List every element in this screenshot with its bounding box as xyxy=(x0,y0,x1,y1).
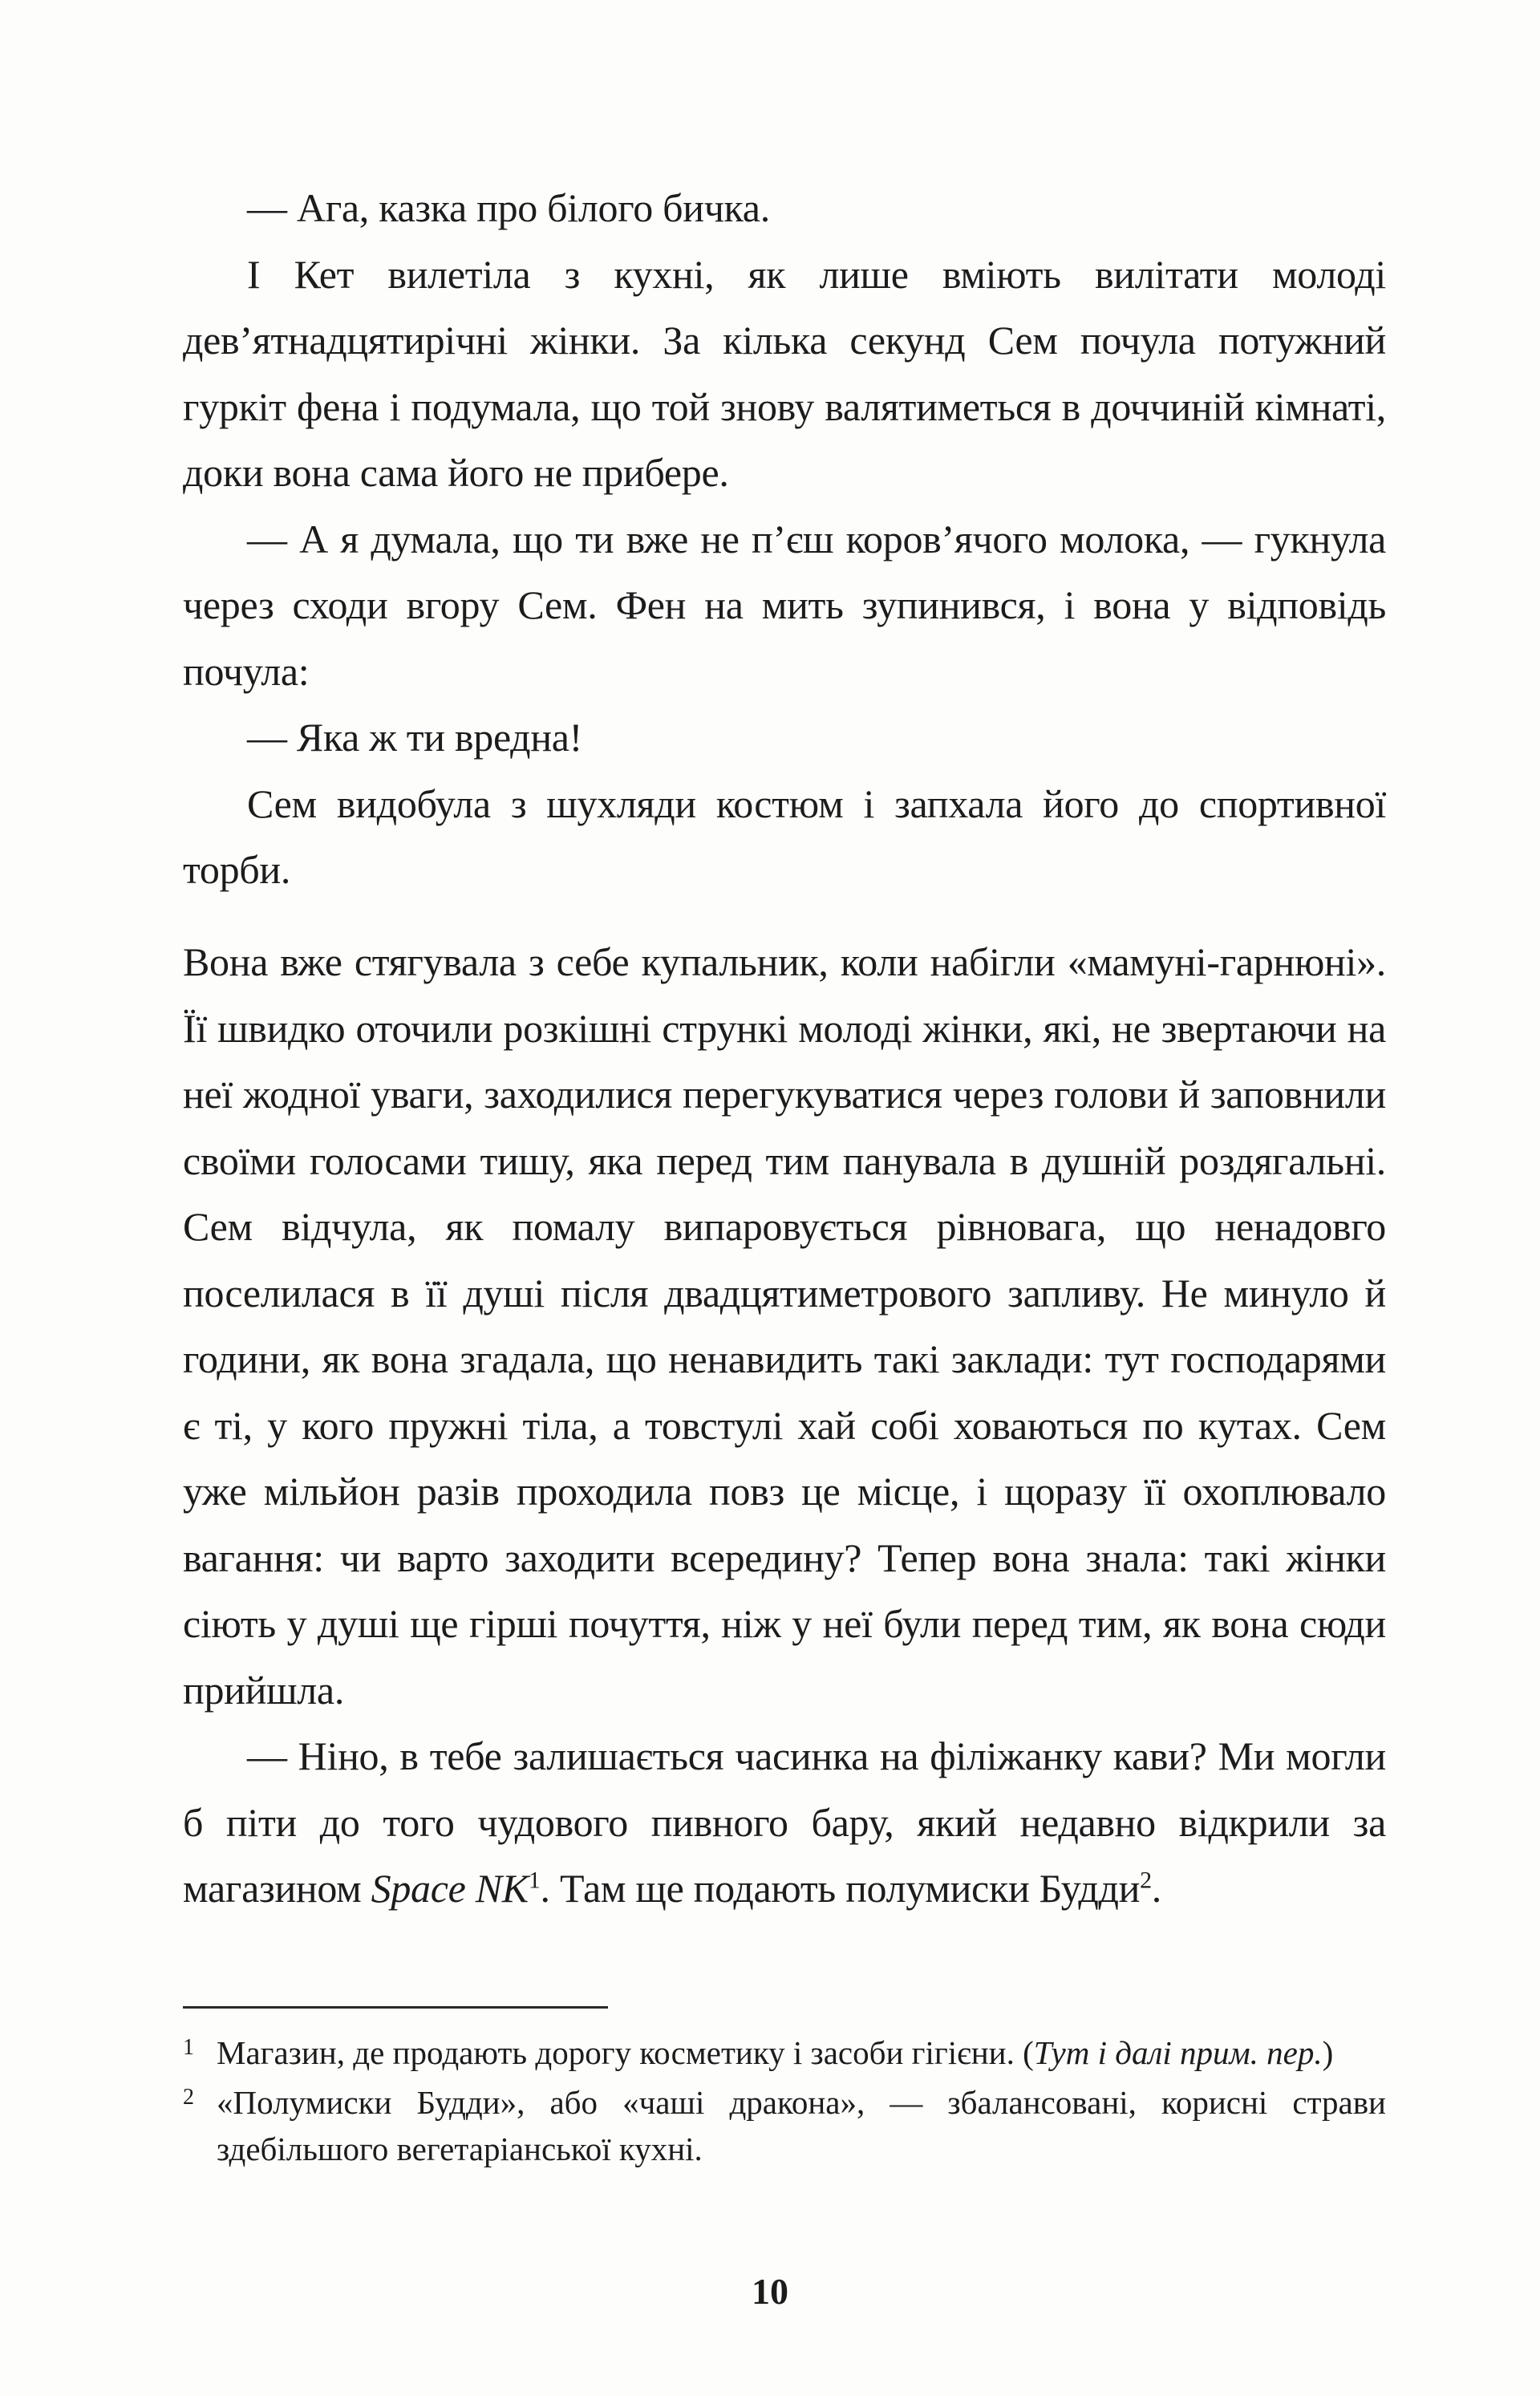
section-opening-paragraph: Вона вже стягувала з себе купальник, коли набігли «мамуні-гарнюні». Її швидко оточили розкішні стрункі молоді жінки, які, не звертаючи на неї жодної уваги, заходилися перегукуватися через голови й заповнили своїми голосами тишу, яка перед тим панувала в душній роздягальні. Сем відчула, як помалу випаровується рівновага, що ненадовго поселилася в її душі після двадцятиметрового запливу. Не минуло й години, як вона згадала, що ненавидить такі заклади: тут господарями є ті, у кого пружні тіла, а товстулі хай собі ховаються по кутах. Сем уже мільйон разів проходила повз це місце, і щоразу її охоплювало вагання: чи варто заходити всередину? Тепер вона знала: такі жінки сіють у душі ще гірші почуття, ніж у неї були перед тим, як вона сюди прийшла. xyxy=(183,939,1386,1713)
top-text-block xyxy=(183,175,1386,903)
dialog-text: . xyxy=(1151,1866,1161,1911)
footnote-text: Магазин, де продають дорогу косметику і засоби гігієни. ( xyxy=(217,2034,1034,2071)
footnote-mark: 1 xyxy=(183,2035,194,2060)
footnote xyxy=(183,2079,1386,2172)
paragraph: Сем видобула з шухляди костюм і запхала його до спортивної торби. xyxy=(183,780,1386,892)
footnote-ref: 2 xyxy=(1140,1867,1152,1894)
dialog-line: — А я думала, що ти вже не п’єш коров’ячого молока, — гукнула через сходи вгору Сем. Фен на мить зупинився, і вона у відповідь почула: xyxy=(183,516,1386,694)
dialog-line: — Яка ж ти вредна! xyxy=(247,715,583,760)
paragraph: І Кет вилетіла з кухні, як лише вміють вилітати молоді дев’ятнадцятирічні жінки. За кілька секунд Сем почула потужний гуркіт фена і подумала, що той знову валятиметься в доччиній кімнаті, доки вона сама його не прибере. xyxy=(183,251,1386,495)
footnote-mark: 2 xyxy=(183,2085,194,2110)
dialog-line xyxy=(183,1723,1386,1922)
dialog-text: . Там ще подають полумиски Будди xyxy=(540,1866,1141,1911)
dialog-text: — Ніно, в тебе залишається часинка на філіжанку кави? Ми могли б піти до того чудового пивного бару, який недавно відкрили за магазином xyxy=(183,1733,1386,1911)
footnotes xyxy=(183,2029,1386,2175)
footnote-ref: 1 xyxy=(528,1867,541,1894)
footnote-divider xyxy=(183,2006,608,2009)
brand-name: Space NK xyxy=(371,1866,529,1911)
footnote-text: «Полумиски Будди», або «чаші дракона», — збалансовані, корисні страви здебільшого вегетаріанської кухні. xyxy=(217,2084,1386,2167)
footnote-text-end: ) xyxy=(1322,2034,1334,2071)
page-number: 10 xyxy=(752,2271,788,2312)
footnote xyxy=(183,2029,1386,2076)
footnote-note: Тут і далі прим. пер. xyxy=(1033,2034,1323,2071)
section-text-block xyxy=(183,929,1386,1922)
dialog-line: — Ага, казка про білого бичка. xyxy=(247,185,770,230)
